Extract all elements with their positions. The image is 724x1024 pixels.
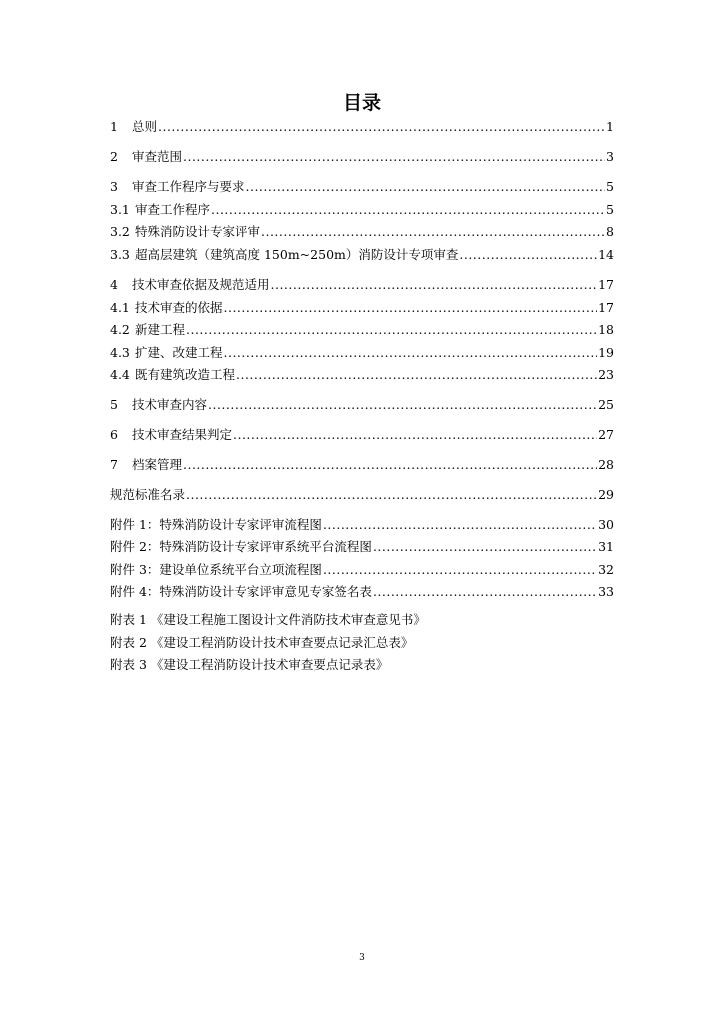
leader-dots	[373, 539, 597, 555]
toc-entry-number: 2	[110, 149, 118, 164]
leader-dots	[323, 562, 597, 578]
toc-entry-text: 技术审查的依据	[135, 300, 223, 315]
toc-entry-number: 4	[110, 277, 118, 292]
toc-entry-text: 总则	[132, 119, 158, 134]
leader-dots	[186, 322, 597, 338]
toc-entry[interactable]	[110, 345, 614, 361]
toc-entry-text: 特殊消防设计专家评审	[135, 224, 261, 239]
leader-dots	[373, 584, 597, 600]
toc-entry-number: 4.3	[110, 345, 130, 360]
toc-entry-number: 3	[110, 179, 118, 194]
toc-entry-page: 28	[598, 457, 614, 472]
toc-entry-number: 4.4	[110, 367, 130, 382]
toc-entry[interactable]	[110, 277, 614, 293]
toc-entry-text: 新建工程	[135, 322, 186, 337]
toc-entry-page: 14	[598, 247, 614, 262]
leader-dots	[183, 149, 605, 165]
toc-title: 目录	[342, 92, 381, 114]
toc-entry-text: 附件 1：特殊消防设计专家评审流程图	[110, 517, 322, 532]
toc-entry-page: 25	[598, 397, 614, 412]
toc-entry-page: 18	[598, 322, 614, 337]
leader-dots	[224, 345, 598, 361]
leader-dots	[271, 277, 598, 293]
appendix-table-line: 附表 3 《建设工程消防设计技术审查要点记录表》	[110, 657, 389, 672]
toc-entry[interactable]	[110, 584, 614, 600]
leader-dots	[246, 179, 606, 195]
leader-dots	[186, 487, 597, 503]
toc-entry-text: 既有建筑改造工程	[135, 367, 236, 382]
toc-entry-page: 8	[606, 224, 614, 239]
toc-entry-text: 附件 3：建设单位系统平台立项流程图	[110, 562, 322, 577]
toc-entry[interactable]	[110, 202, 614, 218]
leader-dots	[211, 202, 605, 218]
toc-entry-page: 17	[598, 277, 614, 292]
toc-entry-number: 1	[110, 119, 118, 134]
toc-entry[interactable]	[110, 517, 614, 533]
toc-entry-page: 31	[598, 539, 614, 554]
toc-entry[interactable]	[110, 119, 614, 135]
toc-entry-text: 超高层建筑（建筑高度 150m~250m）消防设计专项审查	[135, 247, 459, 262]
page-number: 3	[359, 953, 365, 963]
toc-entry-page: 32	[598, 562, 614, 577]
toc-entry-page: 29	[598, 487, 614, 502]
toc-entry-page: 1	[606, 119, 614, 134]
toc-entry-page: 5	[606, 202, 614, 217]
toc-entry-page: 33	[598, 584, 614, 599]
leader-dots	[208, 397, 597, 413]
toc-entry-text: 规范标准名录	[110, 487, 186, 502]
toc-entry-number: 3.2	[110, 224, 130, 239]
toc-entry-number: 3.3	[110, 247, 130, 262]
toc-entry[interactable]	[110, 247, 614, 263]
leader-dots	[459, 247, 597, 263]
toc-entry-number: 7	[110, 457, 118, 472]
toc-entry-text: 技术审查结果判定	[132, 427, 233, 442]
toc-entry-number: 4.2	[110, 322, 130, 337]
toc-entry[interactable]	[110, 487, 614, 503]
leader-dots	[158, 119, 605, 135]
toc-entry-page: 19	[598, 345, 614, 360]
toc-entry-text: 审查工作程序与要求	[132, 179, 245, 194]
toc-entry-text: 技术审查内容	[132, 397, 208, 412]
toc-entry[interactable]	[110, 322, 614, 338]
toc-entry-page: 17	[598, 300, 614, 315]
leader-dots	[183, 457, 597, 473]
appendix-table-line: 附表 1 《建设工程施工图设计文件消防技术审查意见书》	[110, 612, 426, 627]
toc-entry-text: 审查范围	[132, 149, 183, 164]
toc-entry-text: 档案管理	[132, 457, 183, 472]
toc-entry-page: 5	[606, 179, 614, 194]
toc-entry[interactable]	[110, 457, 614, 473]
toc-entry[interactable]	[110, 149, 614, 165]
toc-entry[interactable]	[110, 427, 614, 443]
toc-entry[interactable]	[110, 562, 614, 578]
toc-entry-number: 5	[110, 397, 118, 412]
toc-entry-number: 6	[110, 427, 118, 442]
toc-entry-text: 技术审查依据及规范适用	[132, 277, 270, 292]
toc-entry-page: 30	[598, 517, 614, 532]
toc-entry-text: 扩建、改建工程	[135, 345, 223, 360]
toc-entry[interactable]	[110, 539, 614, 555]
toc-entry[interactable]	[110, 367, 614, 383]
leader-dots	[233, 427, 597, 443]
leader-dots	[323, 517, 597, 533]
toc-entry[interactable]	[110, 224, 614, 240]
leader-dots	[224, 300, 598, 316]
toc-entry-number: 4.1	[110, 300, 130, 315]
toc-entry[interactable]	[110, 179, 614, 195]
toc-entry-number: 3.1	[110, 202, 130, 217]
leader-dots	[261, 224, 605, 240]
appendix-table-line: 附表 2 《建设工程消防设计技术审查要点记录汇总表》	[110, 635, 414, 650]
toc-entry-text: 附件 4：特殊消防设计专家评审意见专家签名表	[110, 584, 372, 599]
toc-entry-page: 27	[598, 427, 614, 442]
toc-entry-page: 23	[598, 367, 614, 382]
toc-entry[interactable]	[110, 397, 614, 413]
leader-dots	[236, 367, 597, 383]
toc-entry-text: 审查工作程序	[135, 202, 211, 217]
toc-entry-page: 3	[606, 149, 614, 164]
toc-entry-text: 附件 2：特殊消防设计专家评审系统平台流程图	[110, 539, 372, 554]
toc-entry[interactable]	[110, 300, 614, 316]
